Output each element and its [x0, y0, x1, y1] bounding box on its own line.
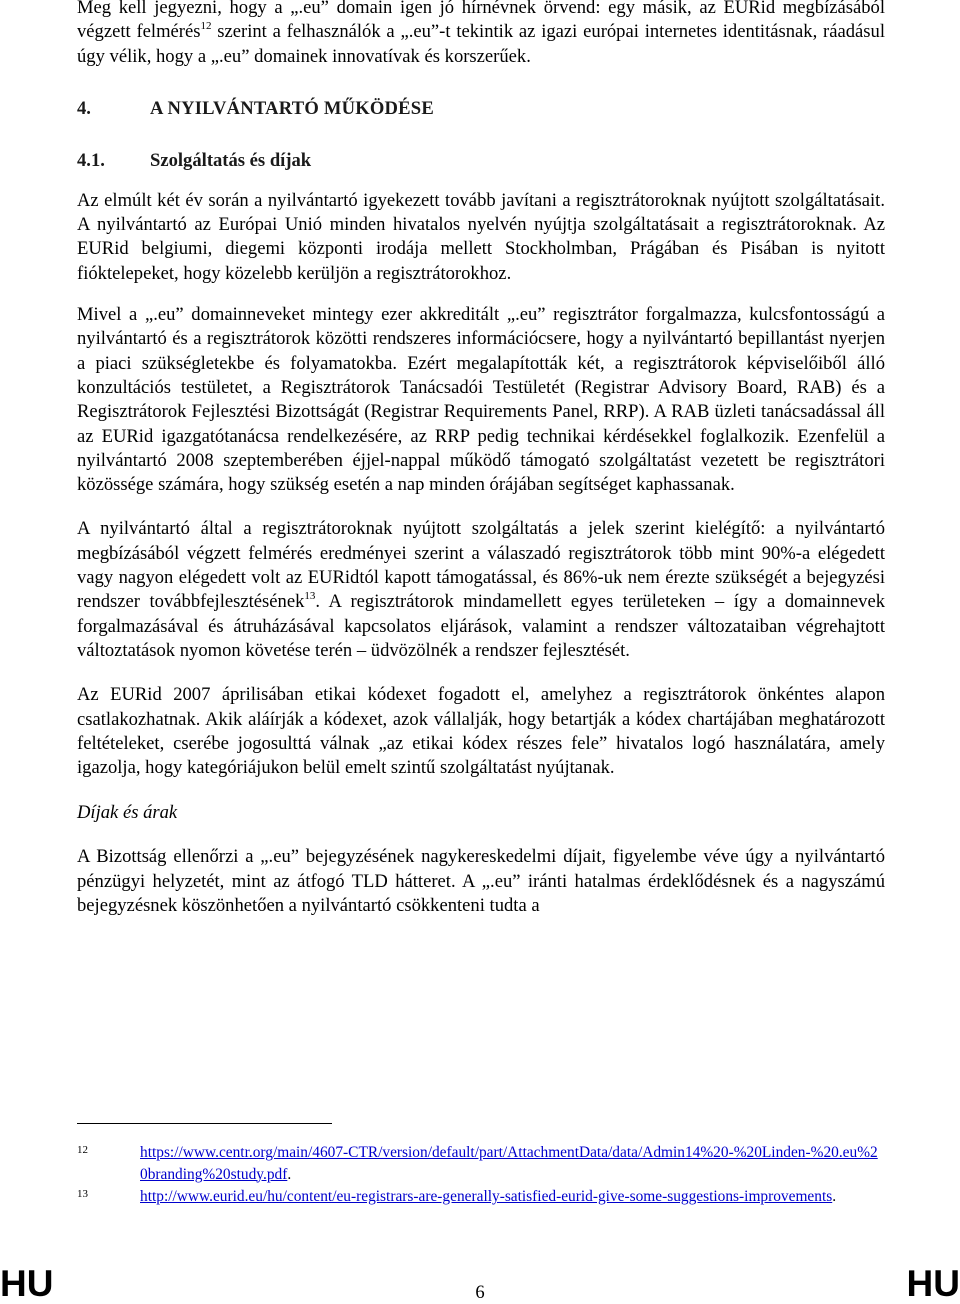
footnotes — [77, 1142, 885, 1208]
footnote-tail: . — [832, 1188, 837, 1205]
footnote-number: 12 — [77, 1144, 88, 1156]
subsection-title: Szolgáltatás és díjak — [150, 149, 312, 171]
intro-text-b: szerint a felhasználók a „.eu”-t tekintik az igazi európai internetes identitásnak, ráadásul úgy vélik, hogy a „.eu” domainek innovatívak és korszerűek. — [77, 21, 885, 67]
subsection-number: 4.1. — [77, 149, 105, 171]
survey-text-a: A nyilvántartó által a regisztrátoroknak nyújtott szolgáltatás a jelek szerint kielégítő: a nyilvántartó megbízásából végzett felmérés eredményei szerint a válaszadó regisztrátorok több mint 90%-a elégedett vagy nagyon elégedett volt az EURidtól kapott támogatással, és 86%-uk nem érezte szükségét a bejegyzési rendszer továbbfejlesztésének — [77, 518, 885, 613]
paragraph-services: Az elmúlt két év során a nyilvántartó igyekezett tovább javítani a regisztrátoroknak nyújtott szolgáltatásait. A nyilvántartó az Európai Unió minden hivatalos nyelvén nyújtja szolgáltatásait a regisztrátoroknak. Az EURid belgiumi, diegemi központi irodája mellett Stockholmban, Prágában és Pisában is nyitott fióktelepeket, hogy közelebb kerüljön a regisztrátorokhoz. — [77, 189, 885, 284]
paragraph-survey — [77, 517, 885, 663]
footnote-13 — [77, 1186, 885, 1208]
footnote-separator — [77, 1123, 332, 1124]
section-title: A NYILVÁNTARTÓ MŰKÖDÉSE — [150, 97, 434, 119]
survey-text-b: . A regisztrátorok mindamellett egyes területeken – így a domainnevek forgalmazásával és átruházásával kapcsolatos eljárások, valamint a rendszer változataiban végrehajtott változtatások nyomon követése terén – üdvözölnék a rendszer fejlesztését. — [77, 591, 885, 661]
footnote-tail: . — [287, 1165, 292, 1183]
footnote-link[interactable]: http://www.eurid.eu/hu/content/eu-registrars-are-generally-satisfied-eurid-give-some-suggestions-improvements — [140, 1188, 833, 1205]
footnote-ref-13[interactable]: 13 — [304, 590, 316, 603]
section-number: 4. — [77, 97, 91, 119]
paragraph-fees: A Bizottság ellenőrzi a „.eu” bejegyzésének nagykereskedelmi díjait, figyelembe véve úgy a nyilvántartó pénzügyi helyzetét, mint az átfogó TLD hátteret. A „.eu” iránti hatalmas érdeklődésnek és a nagyszámú bejegyzésnek köszönhetően a nyilvántartó csökkenteni tudta a — [77, 846, 885, 917]
subheading-fees: Díjak és árak — [77, 802, 178, 824]
page-number: 6 — [475, 1282, 485, 1303]
footnote-link[interactable]: https://www.centr.org/main/4607-CTR/version/default/part/AttachmentData/data/Admin14%20-%20Linden-%20.eu%20branding%20study.pdf — [140, 1144, 878, 1183]
language-code-right: HU — [906, 1263, 960, 1304]
footnote-12 — [77, 1142, 885, 1185]
intro-paragraph — [77, 0, 885, 69]
footnote-number: 13 — [77, 1188, 88, 1200]
subsection-heading — [77, 150, 885, 172]
document-body — [77, 0, 885, 918]
paragraph-registrars: Mivel a „.eu” domainneveket mintegy ezer akkreditált „.eu” regisztrátor forgalmazza, kulcsfontosságú a nyilvántartó és a regisztrátorok közötti rendszeres információcsere, hogy a nyilvántartó bepillantást nyerjen a piaci szükségletekbe és folyamatokba. Ezért megalapították két, a regisztrátorok képviselőiből álló konzultációs testületet, a Regisztrátorok Tanácsadói Testületét (Registrar Advisory Board, RAB) és a Regisztrátorok Fejlesztési Bizottságát (Registrar Requirements Panel, RRP). A RAB üzleti tanácsadással áll az EURid igazgatótanácsa rendelkezésére, az RRP pedig technikai kérdésekkel foglalkozik. Ezenfelül a nyilvántartó 2008 szeptemberében éjjel-nappal működő támogató szolgáltatást vezetett be regisztrátori közössége számára, hogy szükség esetén a nap minden órájában segítséget kaphassanak. — [77, 304, 885, 496]
paragraph-code-of-conduct: Az EURid 2007 áprilisában etikai kódexet fogadott el, amelyhez a regisztrátorok önkéntes alapon csatlakozhatnak. Akik aláírják a kódexet, azok vállalják, hogy betartják a kódex chartájában meghatározott feltételeket, cserébe jogosulttá válnak „az etikai kódex részes fele” hivatalos logó használatára, amely igazolja, hogy kategóriájukon belül emelt szintű szolgáltatást nyújtanak. — [77, 684, 885, 779]
language-code-left: HU — [0, 1263, 54, 1304]
footnote-ref-12[interactable]: 12 — [200, 20, 212, 33]
intro-text-a: Meg kell jegyezni, hogy a „.eu” domain igen jó hírnévnek örvend: egy másik, az EURid megbízásából végzett felmérés — [77, 0, 885, 43]
section-heading — [77, 98, 885, 120]
